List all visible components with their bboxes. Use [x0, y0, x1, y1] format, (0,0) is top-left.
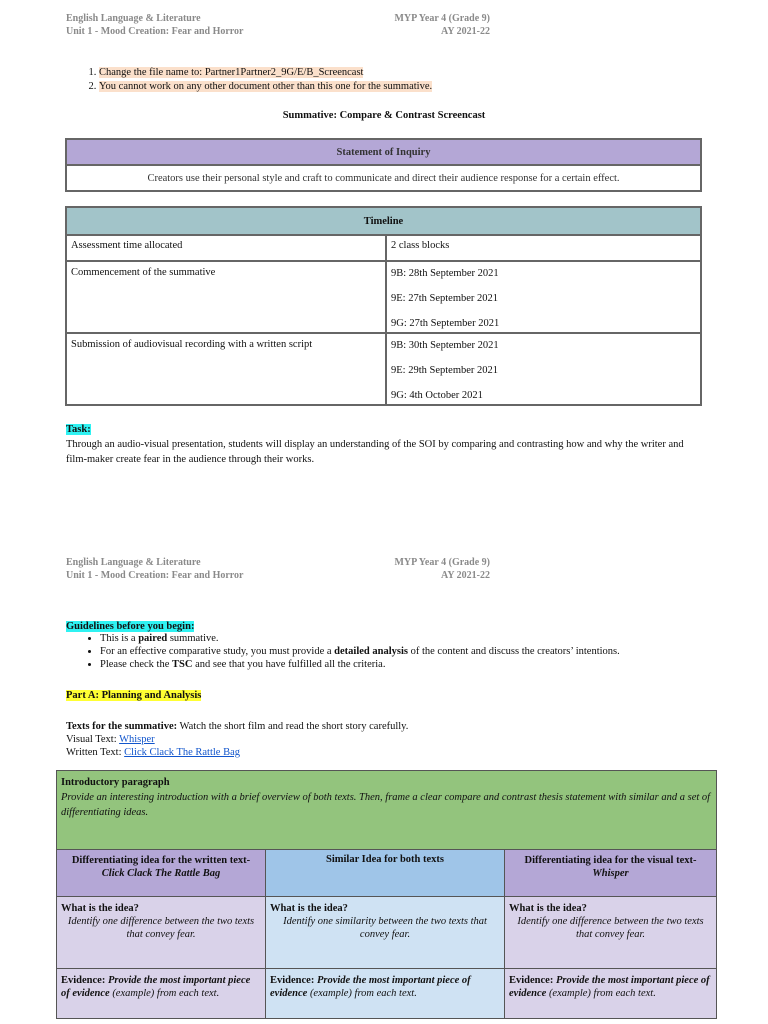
unit-label: Unit 1 - Mood Creation: Fear and Horror	[66, 26, 244, 37]
ideas-table	[56, 849, 717, 1019]
col2-header: Similar Idea for both texts	[266, 850, 505, 897]
table-row	[57, 897, 717, 969]
page2-header-left	[66, 556, 243, 582]
timeline-value: 9G: 27th September 2021	[391, 318, 500, 329]
subject-label: English Language & Literature	[66, 13, 201, 24]
task-label: Task:	[66, 424, 91, 435]
table-row	[66, 235, 701, 261]
soi-table	[65, 138, 702, 192]
visual-text-link[interactable]: Whisper	[119, 734, 155, 745]
page-title: Summative: Compare & Contrast Screencast	[282, 110, 486, 121]
subject-label: English Language & Literature	[66, 557, 201, 568]
intro-heading: Introductory paragraph	[61, 777, 170, 788]
texts-instruction: Texts for the summative: Watch the short film and read the short story carefully.	[66, 721, 409, 732]
page2-header-right	[394, 556, 490, 582]
col3-idea-cell: What is the idea? Identify one difference between the two texts that convey fear.	[505, 897, 717, 969]
col1-idea-cell: What is the idea? Identify one difference between the two texts that convey fear.	[57, 897, 266, 969]
page-header-left	[66, 12, 243, 38]
timeline-label: Assessment time allocated	[66, 235, 386, 261]
timeline-value: 9G: 4th October 2021	[391, 390, 483, 401]
timeline-value: 2 class blocks	[386, 235, 701, 261]
task-section	[66, 422, 706, 467]
part-a-label: Part A: Planning and Analysis	[66, 690, 202, 701]
ay-label: AY 2021-22	[441, 570, 490, 581]
guideline-item: • Please check the TSC and see that you have fulfilled all the criteria.	[100, 658, 726, 671]
timeline-value: 9E: 27th September 2021	[391, 293, 499, 304]
instructions-list	[66, 66, 432, 94]
timeline-label: Submission of audiovisual recording with a written script	[66, 333, 386, 405]
timeline-label: Commencement of the summative	[66, 261, 386, 333]
guidelines-section	[66, 621, 726, 671]
unit-label: Unit 1 - Mood Creation: Fear and Horror	[66, 570, 244, 581]
instruction-item: 1. Change the file name to: Partner1Partner2_9G/E/B_Screencast	[99, 66, 432, 80]
col3-header: Differentiating idea for the visual text- Whisper	[505, 850, 717, 897]
col2-idea-cell: What is the idea? Identify one similarity between the two texts that convey fear.	[266, 897, 505, 969]
col2-evidence-cell: Evidence: Provide the most important piece of evidence (example) from each text.	[266, 969, 505, 1019]
timeline-value: 9E: 29th September 2021	[391, 365, 499, 376]
year-label: MYP Year 4 (Grade 9)	[394, 13, 490, 24]
written-text-line: Written Text: Click Clack The Rattle Bag	[66, 747, 241, 758]
visual-text-line: Visual Text: Whisper	[66, 734, 155, 745]
guideline-item: • This is a paired summative.	[100, 632, 726, 645]
soi-text: Creators use their personal style and craft to communicate and direct their audience response for a certain effect.	[66, 165, 701, 191]
table-row	[66, 333, 701, 405]
table-row	[57, 850, 717, 897]
instruction-item: 2. You cannot work on any other document other than this one for the summative.	[99, 80, 432, 94]
col1-header: Differentiating idea for the written text- Click Clack The Rattle Bag	[57, 850, 266, 897]
guideline-item: • For an effective comparative study, you must provide a detailed analysis of the content and discuss the creators’ intentions.	[100, 645, 726, 658]
task-text: Through an audio-visual presentation, students will display an understanding of the SOI by comparing and contrasting how and why the writer and film-maker create fear in the audience through their works.	[66, 439, 684, 465]
intro-text: Provide an interesting introduction with a brief overview of both texts. Then, frame a clear compare and contrast thesis statement with similar and a set of differentiating ideas.	[61, 792, 711, 818]
col1-evidence-cell: Evidence: Provide the most important piece of evidence (example) from each text.	[57, 969, 266, 1019]
table-row	[66, 261, 701, 333]
timeline-value: 9B: 28th September 2021	[391, 268, 499, 279]
written-text-link[interactable]: Click Clack The Rattle Bag	[124, 747, 241, 758]
page-header-right	[394, 12, 490, 38]
timeline-value: 9B: 30th September 2021	[391, 340, 499, 351]
soi-heading: Statement of Inquiry	[66, 139, 701, 165]
timeline-table	[65, 206, 702, 406]
year-label: MYP Year 4 (Grade 9)	[394, 557, 490, 568]
timeline-heading: Timeline	[66, 207, 701, 235]
table-row	[57, 969, 717, 1019]
ay-label: AY 2021-22	[441, 26, 490, 37]
intro-cell	[57, 771, 717, 852]
texts-section	[66, 720, 408, 759]
intro-table	[56, 770, 717, 852]
col3-evidence-cell: Evidence: Provide the most important piece of evidence (example) from each text.	[505, 969, 717, 1019]
guidelines-label: Guidelines before you begin:	[66, 621, 195, 632]
